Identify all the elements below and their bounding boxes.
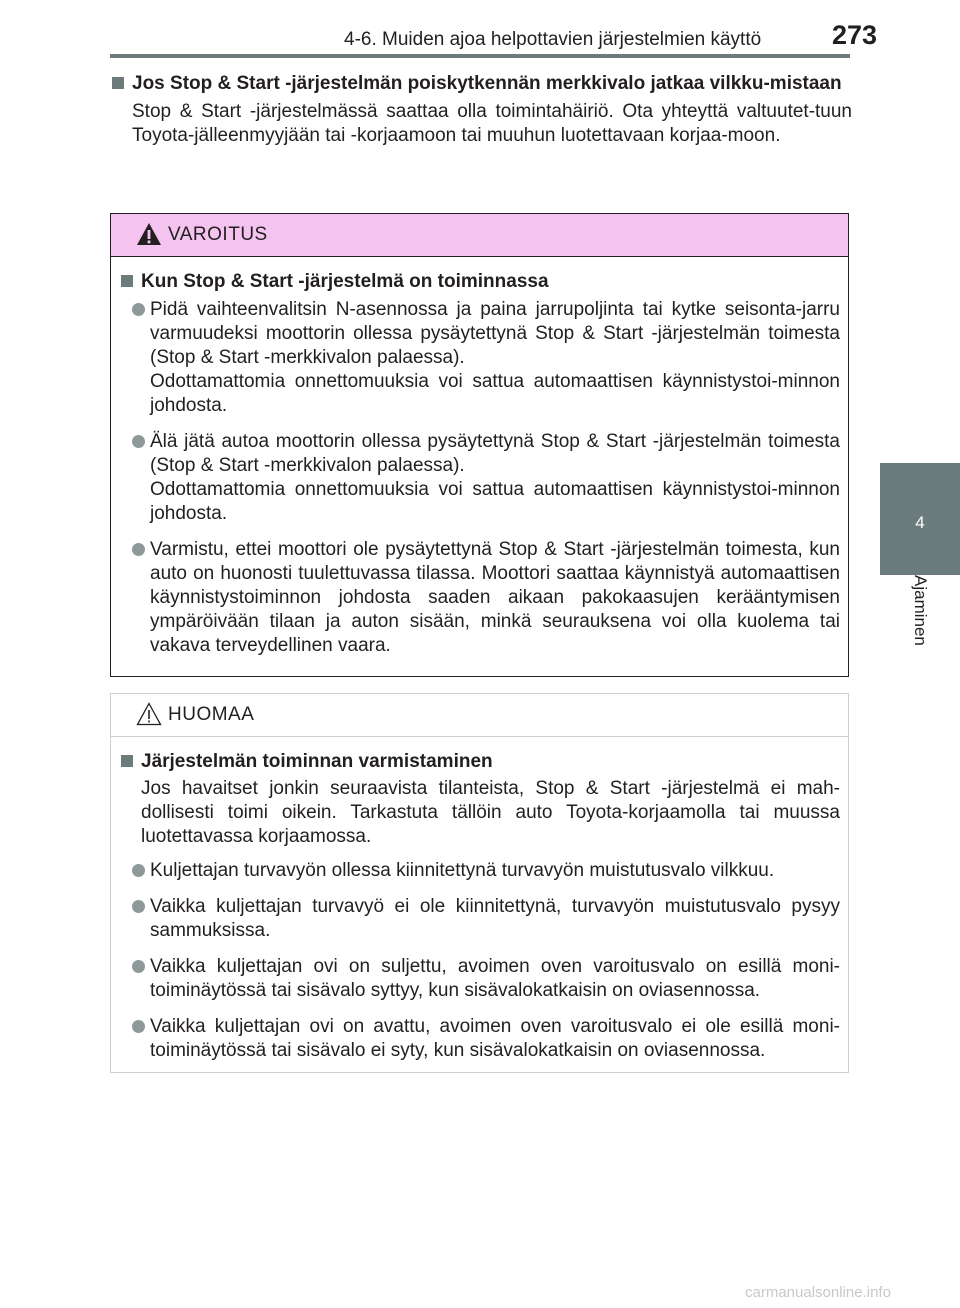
header-rule (110, 54, 850, 58)
chapter-tab (880, 463, 960, 575)
list-item: Kuljettajan turvavyön ollessa kiinnitettynä turvavyön muistutusvalo vilkkuu. (121, 859, 840, 883)
warning-heading: Kun Stop & Start -järjestelmä on toiminnassa (121, 270, 840, 294)
intro-section (112, 72, 852, 148)
square-bullet-icon (121, 275, 133, 287)
list-item: Älä jätä autoa moottorin ollessa pysäytettynä Stop & Start -järjestelmän toimesta (Stop & Start -merkkivalon palaessa). Odottamattomia onnettomuuksia voi sattua automaattisen käynnistystoi-minnon johdosta. (121, 430, 840, 526)
caution-triangle-icon (136, 702, 162, 726)
warning-triangle-icon (136, 222, 162, 246)
list-item: Varmistu, ettei moottori ole pysäytettynä Stop & Start -järjestelmän toimesta, kun auto on huonosti tuulettuvassa tilassa. Moottori saattaa käynnistyä automaattisen käynnistystoiminnon johdosta saaden aikaan pakokaasujen kerääntymisen ympäröivään tilaan ja auton sisään, minkä seurauksena voi olla kuolema tai vakava terveydellinen vaara. (121, 538, 840, 658)
warning-label: VAROITUS (168, 224, 268, 245)
list-item: Vaikka kuljettajan turvavyö ei ole kiinnitettynä, turvavyön muistutusvalo pysyy sammuksissa. (121, 895, 840, 943)
intro-paragraph: Stop & Start -järjestelmässä saattaa olla toimintahäiriö. Ota yhteyttä valtuutet-tuun Toyota-jälleenmyyjään tai -korjaamoon tai muuhun luotettavaan korjaa-moon. (132, 101, 852, 146)
section-title: 4-6. Muiden ajoa helpottavien järjestelmien käyttö (344, 29, 762, 50)
round-bullet-icon (132, 900, 145, 913)
watermark: carmanualsonline.info (745, 1284, 891, 1301)
round-bullet-icon (132, 960, 145, 973)
square-bullet-icon (121, 755, 133, 767)
round-bullet-icon (132, 543, 145, 556)
list-item: Vaikka kuljettajan ovi on suljettu, avoimen oven varoitusvalo on esillä moni-toiminäytössä tai sisävalo syttyy, kun sisävalokatkaisin on oviasennossa. (121, 955, 840, 1003)
intro-heading: Jos Stop & Start -järjestelmän poiskytkennän merkkivalo jatkaa vilkku-mistaan (112, 72, 852, 96)
list-item: Pidä vaihteenvalitsin N-asennossa ja paina jarrupoljinta tai kytke seisonta-jarru varmuudeksi moottorin ollessa pysäytettynä Stop & Start -järjestelmän toimesta (Stop & Start -merkkivalon palaessa). Odottamattomia onnettomuuksia voi sattua automaattisen käynnistystoi-minnon johdosta. (121, 298, 840, 418)
notice-heading: Järjestelmän toiminnan varmistaminen (121, 750, 840, 774)
warning-header (111, 214, 848, 257)
notice-label: HUOMAA (168, 704, 255, 725)
round-bullet-icon (132, 435, 145, 448)
notice-header (111, 694, 848, 737)
notice-paragraph: Jos havaitset jonkin seuraavista tilanteista, Stop & Start -järjestelmä ei mah-dollisesti toimi oikein. Tarkastuta tällöin auto Toyota-korjaamolla tai muussa luotettavassa korjaamossa. (141, 778, 840, 847)
page-number: 273 (832, 20, 878, 50)
round-bullet-icon (132, 303, 145, 316)
chapter-number: 4 (915, 513, 925, 532)
round-bullet-icon (132, 1020, 145, 1033)
notice-box (110, 693, 849, 1073)
square-bullet-icon (112, 77, 124, 89)
round-bullet-icon (132, 864, 145, 877)
list-item: Vaikka kuljettajan ovi on avattu, avoimen oven varoitusvalo ei ole esillä moni-toiminäytössä tai sisävalo ei syty, kun sisävalokatkaisin on oviasennossa. (121, 1015, 840, 1063)
chapter-label: Ajaminen (911, 575, 930, 646)
warning-box (110, 213, 849, 677)
